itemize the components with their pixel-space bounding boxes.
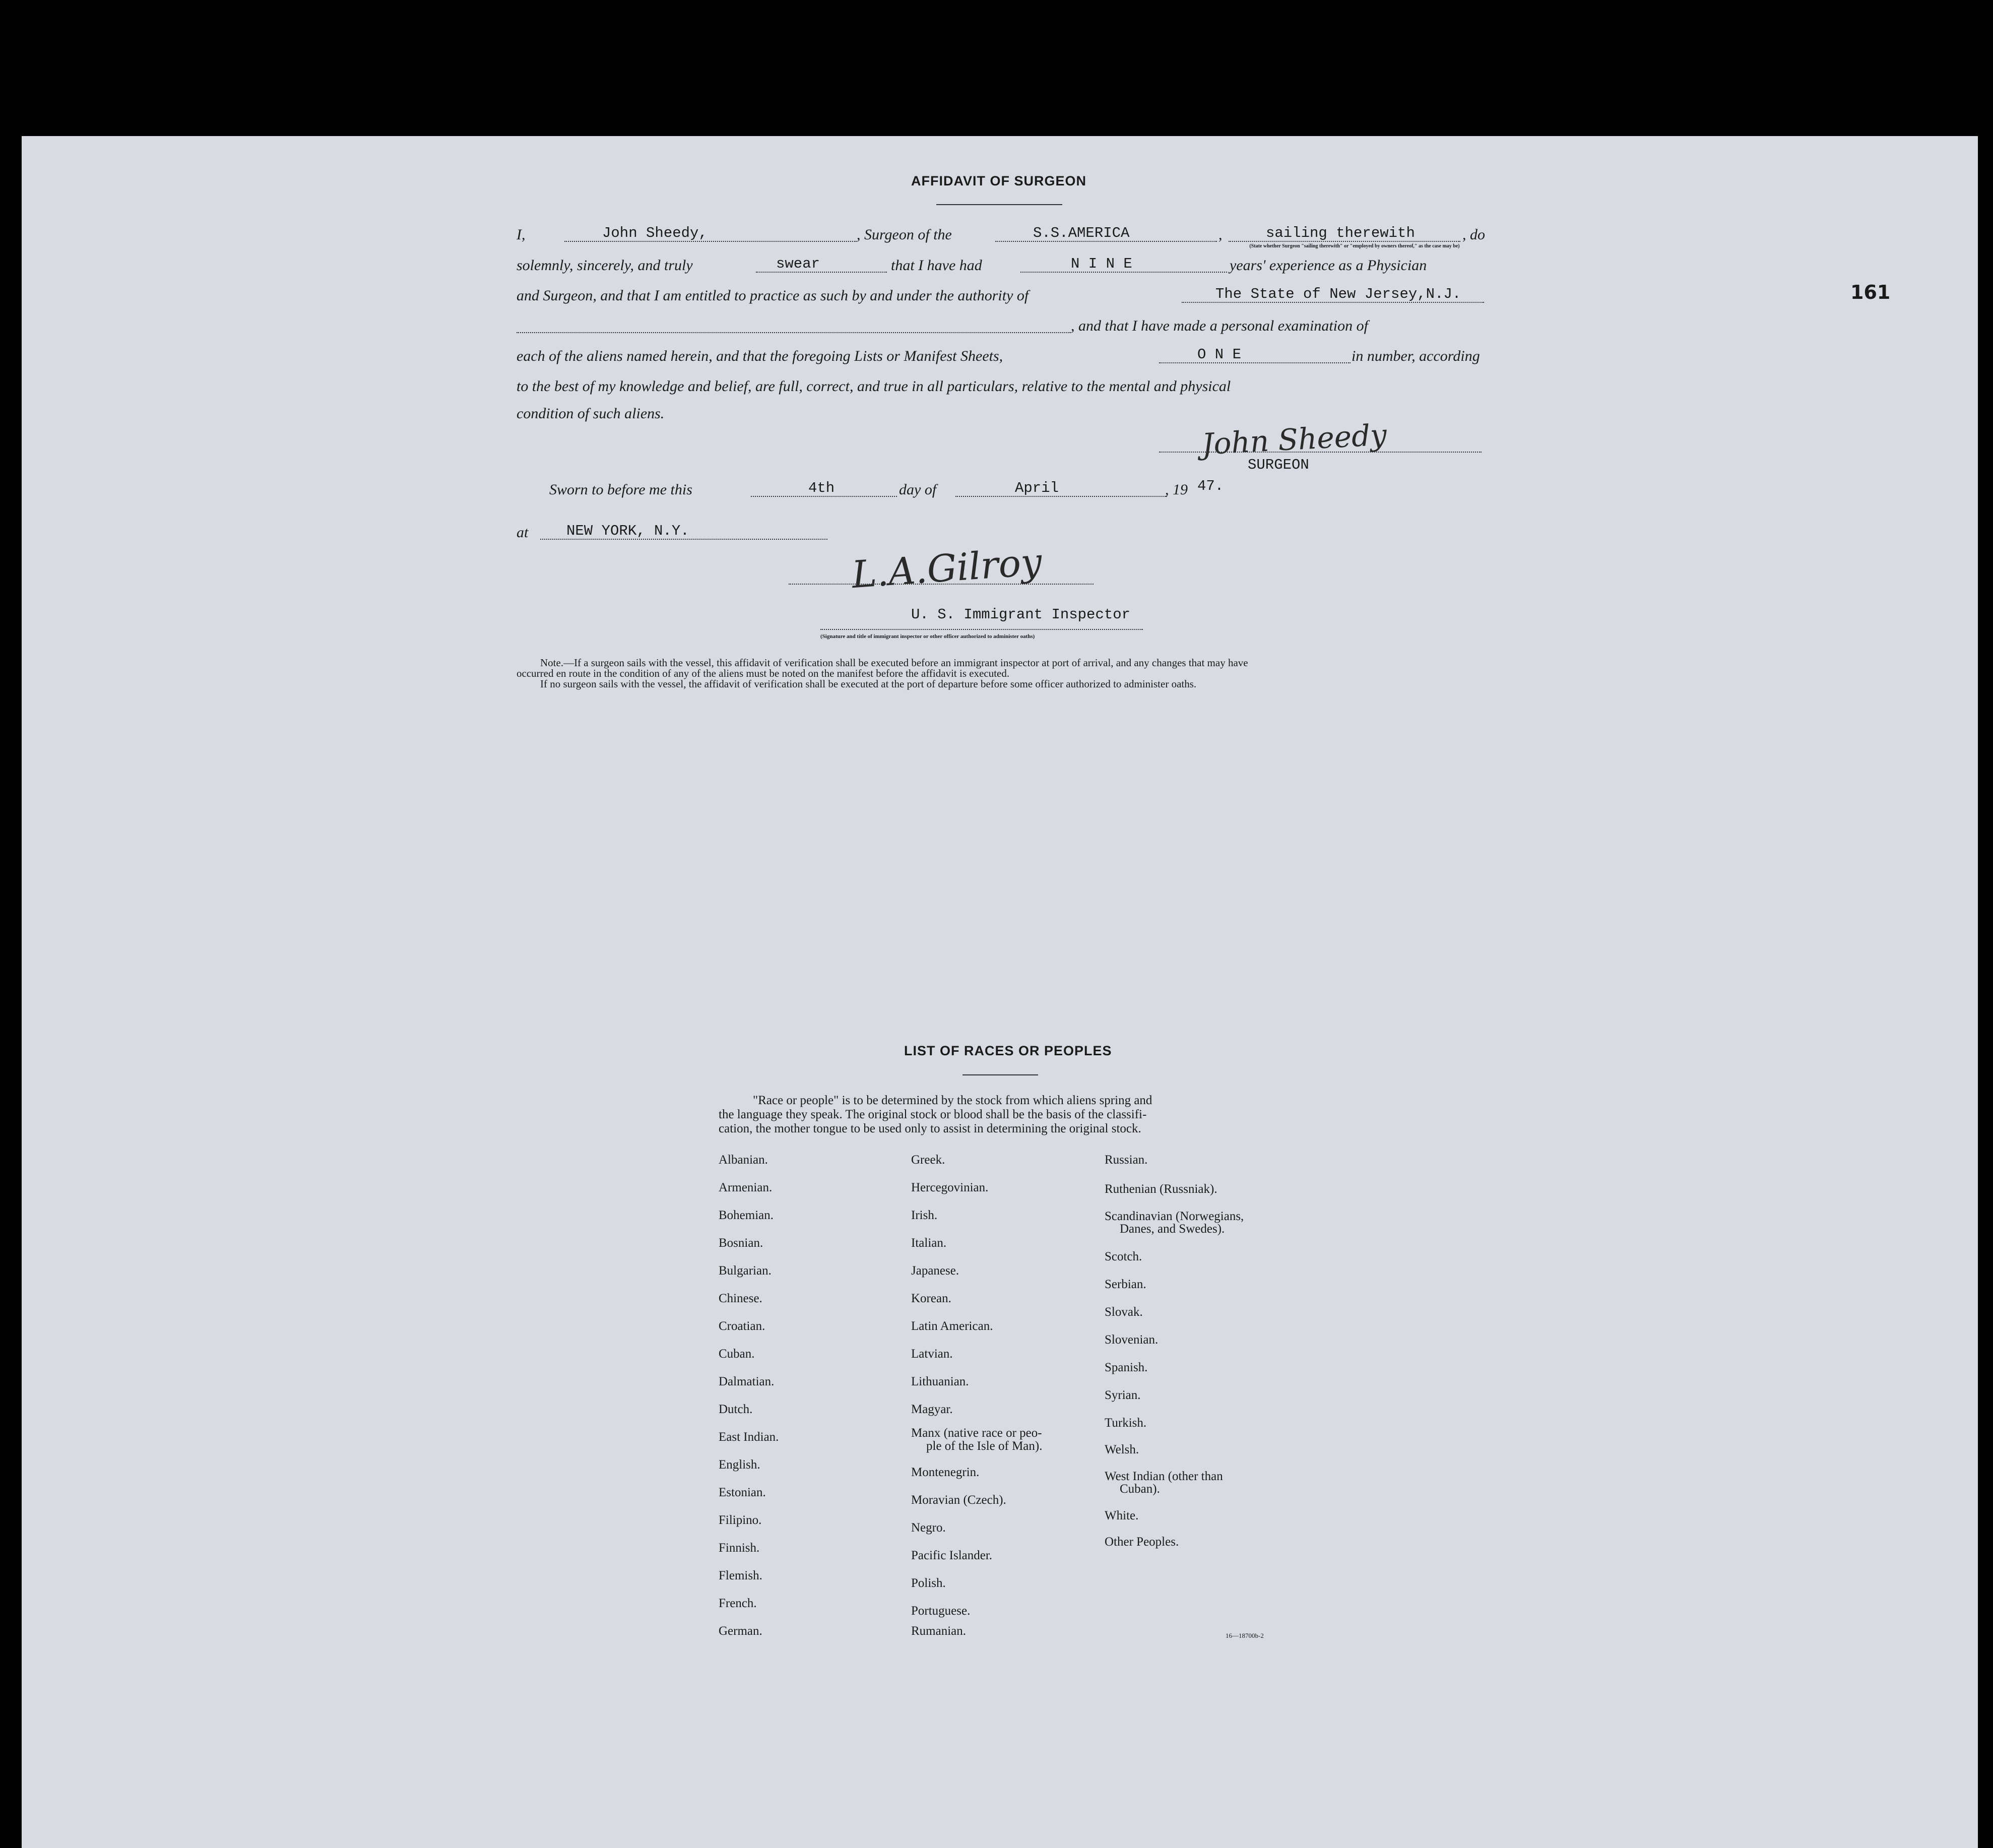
race-item: Negro. <box>911 1521 946 1535</box>
affidavit-text: , <box>1218 226 1223 243</box>
race-item: Bosnian. <box>719 1236 763 1250</box>
authority: The State of New Jersey,N.J. <box>1215 286 1461 302</box>
race-item: West Indian (other than <box>1105 1470 1223 1483</box>
race-item: Italian. <box>911 1236 947 1250</box>
inspector-title-line <box>820 612 1143 630</box>
form-number: 16—18700b-2 <box>1226 1632 1264 1639</box>
race-item: Scandinavian (Norwegians, <box>1105 1209 1244 1223</box>
race-item: Latin American. <box>911 1319 993 1333</box>
race-item: Magyar. <box>911 1403 953 1416</box>
race-item: Moravian (Czech). <box>911 1493 1006 1507</box>
note-line: occurred en route in the condition of any of the aliens must be noted on the manifest before the affidavit is executed. <box>517 667 1010 679</box>
sheet-count: O N E <box>1197 346 1242 363</box>
race-item: Dalmatian. <box>719 1375 775 1388</box>
sworn-month: April <box>1015 480 1059 496</box>
surgeon-status: sailing therewith <box>1266 225 1415 241</box>
races-title-rule <box>962 1074 1038 1075</box>
sworn-text: , 19 <box>1165 481 1188 498</box>
race-item: Hercegovinian. <box>911 1181 989 1194</box>
affidavit-text: to the best of my knowledge and belief, are full, correct, and true in all particulars, relative to the mental and physical <box>517 378 1231 395</box>
race-item: Turkish. <box>1105 1416 1147 1430</box>
page-number: 161 <box>1850 281 1891 303</box>
ship-name: S.S.AMERICA <box>1033 225 1130 241</box>
race-item: English. <box>719 1458 760 1472</box>
race-item: Croatian. <box>719 1319 765 1333</box>
sheets-field <box>1159 347 1351 363</box>
race-item: East Indian. <box>719 1430 779 1444</box>
surgeon-name: John Sheedy, <box>602 225 708 241</box>
status-caption: (State whether Surgeon "sailing therewith" or "employed by owners thereof," as the case may be) <box>1249 243 1460 249</box>
race-item: German. <box>719 1624 762 1638</box>
affidavit-text: , Surgeon of the <box>857 226 952 243</box>
affidavit-text: and Surgeon, and that I am entitled to practice as such by and under the authority of <box>517 287 1029 304</box>
affidavit-title: AFFIDAVIT OF SURGEON <box>911 173 1086 188</box>
sworn-place: NEW YORK, N.Y. <box>566 523 689 539</box>
race-item: Other Peoples. <box>1105 1535 1179 1549</box>
races-intro: cation, the mother tongue to be used only to assist in determining the original stock. <box>719 1122 1141 1135</box>
sworn-day: 4th <box>808 480 835 496</box>
race-item: Slovenian. <box>1105 1333 1159 1347</box>
note-line: If no surgeon sails with the vessel, the affidavit of verification shall be executed at the port of departure before some officer authorized to administer oaths. <box>540 678 1197 690</box>
race-item: Danes, and Swedes). <box>1120 1222 1225 1236</box>
sworn-text: day of <box>899 481 937 498</box>
race-item: Polish. <box>911 1576 946 1590</box>
race-item: Latvian. <box>911 1347 953 1361</box>
race-item: Spanish. <box>1105 1361 1148 1374</box>
race-item: Finnish. <box>719 1541 760 1555</box>
affidavit-text: , and that I have made a personal examination of <box>1071 317 1368 334</box>
race-item: Pacific Islander. <box>911 1549 993 1562</box>
race-item: French. <box>719 1597 757 1610</box>
race-item: Japanese. <box>911 1264 959 1278</box>
race-item: Korean. <box>911 1292 951 1305</box>
title-rule <box>936 204 1062 205</box>
at-text: at <box>517 524 529 541</box>
race-item: Cuban. <box>719 1347 755 1361</box>
race-item: Scotch. <box>1105 1250 1142 1263</box>
race-item: Dutch. <box>719 1403 753 1416</box>
race-item: Welsh. <box>1105 1443 1139 1456</box>
month-field <box>955 481 1167 497</box>
race-item: Syrian. <box>1105 1388 1141 1402</box>
race-item: Greek. <box>911 1153 945 1167</box>
inspector-caption: (Signature and title of immigrant inspector or other officer authorized to administer oaths) <box>820 633 1035 640</box>
inspector-signature: L.A.Gilroy <box>850 540 1044 597</box>
inspector-signature-line <box>789 569 1094 585</box>
oath-word: swear <box>776 256 820 272</box>
race-item: Armenian. <box>719 1181 773 1194</box>
race-item: Serbian. <box>1105 1278 1146 1291</box>
race-item: Rumanian. <box>911 1624 967 1638</box>
race-item: Filipino. <box>719 1513 762 1527</box>
surgeon-label: SURGEON <box>1248 457 1309 473</box>
sworn-year: 47. <box>1197 478 1224 494</box>
affidavit-text: I, <box>517 226 526 243</box>
race-item: Manx (native race or peo- <box>911 1426 1042 1440</box>
oath-field <box>756 257 887 273</box>
races-title: LIST OF RACES OR PEOPLES <box>904 1043 1112 1058</box>
affidavit-text: years' experience as a Physician <box>1230 257 1427 274</box>
note-line: Note.—If a surgeon sails with the vessel, this affidavit of verification shall be executed before an immigrant inspector at port of arrival, and any changes that may have <box>540 657 1248 669</box>
sworn-text: Sworn to before me this <box>549 481 692 498</box>
race-item: ple of the Isle of Man). <box>926 1439 1043 1453</box>
race-item: Russian. <box>1105 1153 1148 1167</box>
race-item: Bulgarian. <box>719 1264 772 1278</box>
race-item: Slovak. <box>1105 1305 1143 1319</box>
race-item: Estonian. <box>719 1486 766 1499</box>
race-item: Portuguese. <box>911 1604 971 1618</box>
race-item: Chinese. <box>719 1292 762 1305</box>
race-item: Flemish. <box>719 1569 762 1582</box>
affidavit-text: that I have had <box>891 257 982 274</box>
race-item: Irish. <box>911 1208 938 1222</box>
affidavit-text: , do <box>1462 226 1485 243</box>
surgeon-signature: John Sheedy <box>1201 417 1388 462</box>
race-item: Bohemian. <box>719 1208 774 1222</box>
race-item: Montenegrin. <box>911 1465 980 1479</box>
affidavit-text: each of the aliens named herein, and that the foregoing Lists or Manifest Sheets, <box>517 348 1003 364</box>
race-item: Ruthenian (Russniak). <box>1105 1182 1217 1196</box>
affidavit-text: condition of such aliens. <box>517 405 665 422</box>
race-item: Cuban). <box>1120 1482 1160 1496</box>
race-item: Lithuanian. <box>911 1375 969 1388</box>
races-intro: the language they speak. The original stock or blood shall be the basis of the classifi- <box>719 1108 1147 1121</box>
affidavit-text: solemnly, sincerely, and truly <box>517 257 693 274</box>
affidavit-text: in number, according <box>1352 348 1480 364</box>
years-count: N I N E <box>1071 256 1132 272</box>
race-item: White. <box>1105 1509 1139 1522</box>
inspector-title: U. S. Immigrant Inspector <box>911 606 1131 623</box>
races-intro: "Race or people" is to be determined by the stock from which aliens spring and <box>753 1094 1152 1107</box>
authority-field-continued <box>517 317 1071 333</box>
race-item: Albanian. <box>719 1153 768 1167</box>
surgeon-signature-line <box>1159 437 1482 453</box>
